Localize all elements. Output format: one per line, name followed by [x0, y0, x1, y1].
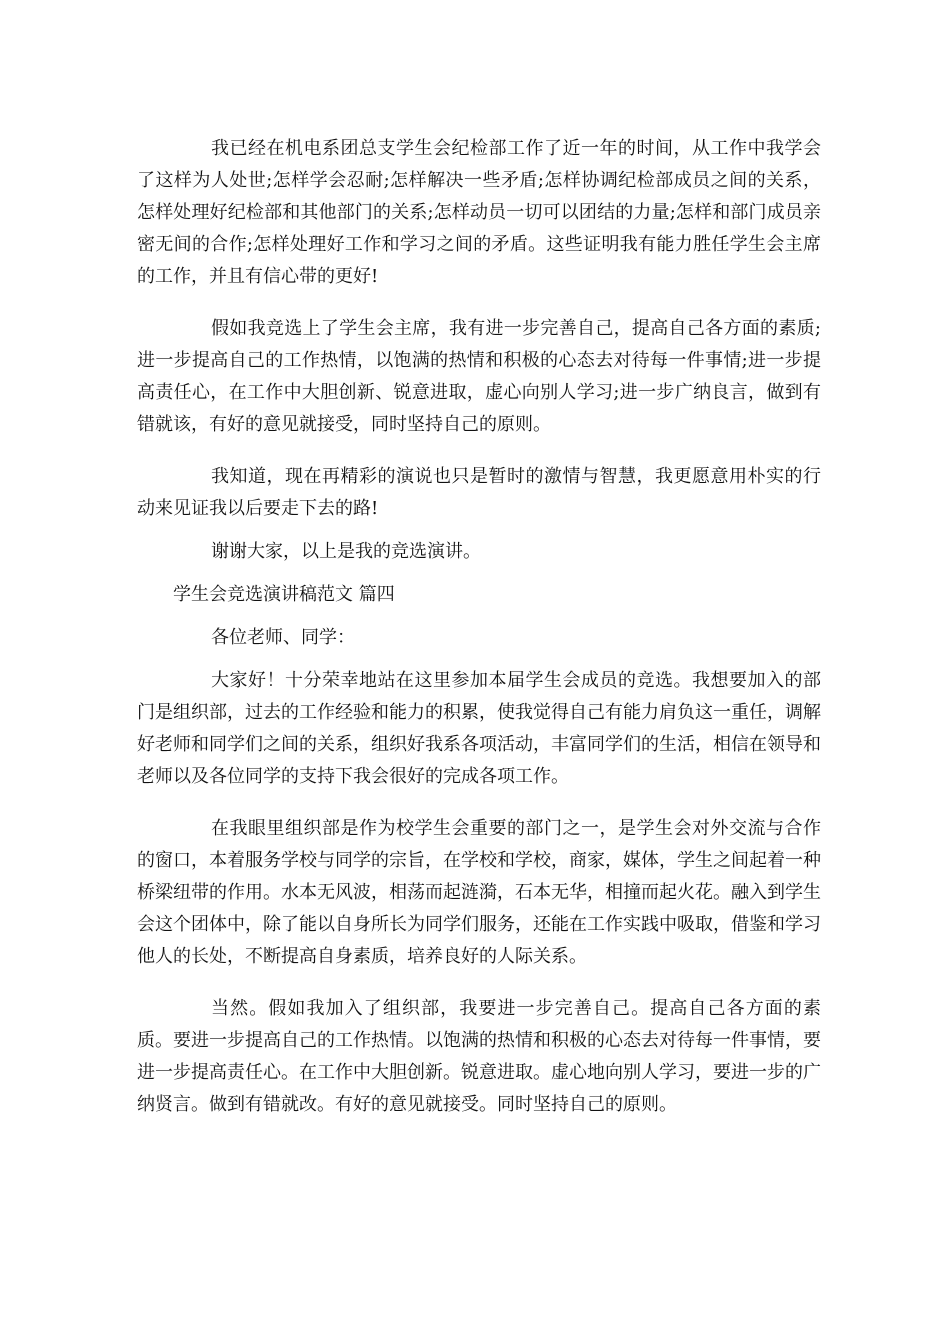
- greeting: 各位老师、同学：: [211, 627, 355, 648]
- paragraph-2: 假如我竞选上了学生会主席，我有进一步完善自己，提高自己各方面的素质;进一步提高自己的工作热情，以饱满的热情和积极的心态去对待每一件事情;进一步提高责任心，在工作中大胆创新、锐意进取，虚心向别人学习;进一步广纳良言，做到有错就该，有好的意见就接受，同时坚持自己的原则。: [137, 318, 821, 435]
- paragraph-5: 大家好！十分荣幸地站在这里参加本届学生会成员的竞选。我想要加入的部门是组织部，过去的工作经验和能力的积累，使我觉得自己有能力肩负这一重任，调解好老师和同学们之间的关系，组织好我系各项活动，丰富同学们的生活，相信在领导和老师以及各位同学的支持下我会很好的完成各项工作。: [137, 670, 821, 787]
- section-title: 学生会竞选演讲稿范文 篇四: [173, 584, 395, 605]
- document-body: [137, 133, 821, 1121]
- paragraph-7: 当然。假如我加入了组织部，我要进一步完善自己。提高自己各方面的素质。要进一步提高自己的工作热情。以饱满的热情和积极的心态去对待每一件事情，要进一步提高责任心。在工作中大胆创新。锐意进取。虚心地向别人学习，要进一步的广纳贤言。做到有错就改。有好的意见就接受。同时坚持自己的原则。: [137, 998, 821, 1115]
- paragraph-4: 谢谢大家，以上是我的竞选演讲。: [211, 541, 481, 562]
- paragraph-3: 我知道，现在再精彩的演说也只是暂时的激情与智慧，我更愿意用朴实的行动来见证我以后要走下去的路!: [137, 466, 821, 519]
- paragraph-1: 我已经在机电系团总支学生会纪检部工作了近一年的时间，从工作中我学会了这样为人处世;怎样学会忍耐;怎样解决一些矛盾;怎样协调纪检部成员之间的关系，怎样处理好纪检部和其他部门的关系;怎样动员一切可以团结的力量;怎样和部门成员亲密无间的合作;怎样处理好工作和学习之间的矛盾。这些证明我有能力胜任学生会主席的工作，并且有信心带的更好!: [137, 138, 821, 287]
- paragraph-6: 在我眼里组织部是作为校学生会重要的部门之一，是学生会对外交流与合作的窗口，本着服务学校与同学的宗旨，在学校和学校，商家，媒体，学生之间起着一种桥梁纽带的作用。水本无风波，相荡而起涟漪，石本无华，相撞而起火花。融入到学生会这个团体中，除了能以自身所长为同学们服务，还能在工作实践中吸取，借鉴和学习他人的长处，不断提高自身素质，培养良好的人际关系。: [137, 818, 821, 967]
